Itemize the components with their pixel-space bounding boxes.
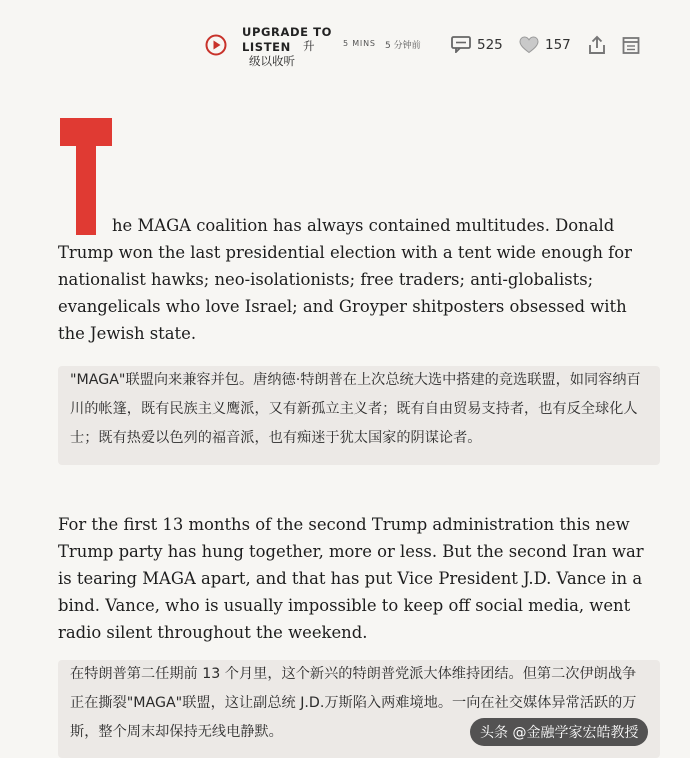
- article-paragraph-2: [58, 511, 648, 646]
- comment-icon: [451, 36, 471, 53]
- upgrade-translation-part2: 级以收听: [249, 54, 295, 68]
- like-button[interactable]: [519, 36, 571, 54]
- upgrade-line2: LISTEN: [242, 40, 291, 54]
- share-icon[interactable]: [586, 34, 608, 56]
- paragraph-1-text: he MAGA coalition has always contained multitudes. Donald Trump won the last presidential election with a tent wide enough for nationalist hawks; neo-isolationists; free traders; anti-globalists; evangelicals who love Israel; and Groyper shitposters obsessed with the Jewish state.: [58, 216, 632, 343]
- play-icon[interactable]: [205, 34, 227, 56]
- comments-count: 525: [477, 36, 503, 53]
- read-duration: 5 MINS: [343, 39, 376, 48]
- read-duration-translation: 5 分钟前: [385, 41, 421, 51]
- comments-button[interactable]: [451, 36, 503, 53]
- translation-box-1: [58, 366, 660, 465]
- article-paragraph-1: [58, 212, 648, 347]
- translation-2-text: 在特朗普第二任期前 13 个月里，这个新兴的特朗普党派大体维持团结。但第二次伊朗战争正在撕裂"MAGA"联盟，这让副总统 J.D.万斯陷入两难境地。一向在社交媒体异常活跃的万斯，整个周末却保持无线电静默。: [70, 666, 637, 740]
- upgrade-to-listen-link[interactable]: [242, 25, 332, 55]
- paragraph-2-text: For the first 13 months of the second Trump administration this new Trump party has hung together, more or less. But the second Iran war is tearing MAGA apart, and that has put Vice President J.D. Vance in a bind. Vance, who is usually impossible to keep off social media, went radio silent throughout the weekend.: [58, 515, 644, 642]
- source-watermark: 头条 @金融学家宏皓教授: [470, 718, 648, 746]
- translation-1-text: "MAGA"联盟向来兼容并包。唐纳德·特朗普在上次总统大选中搭建的竞选联盟，如同容纳百川的帐篷，既有民族主义鹰派，又有新孤立主义者；既有自由贸易支持者，也有反全球化人士；既有热爱以色列的福音派，也有痴迷于犹太国家的阴谋论者。: [70, 372, 641, 446]
- likes-count: 157: [545, 37, 571, 53]
- save-icon[interactable]: [620, 34, 642, 56]
- heart-icon: [519, 36, 539, 54]
- article-toolbar: [205, 22, 645, 72]
- upgrade-line1: UPGRADE TO: [242, 25, 332, 39]
- upgrade-translation-part1: 升: [303, 39, 315, 53]
